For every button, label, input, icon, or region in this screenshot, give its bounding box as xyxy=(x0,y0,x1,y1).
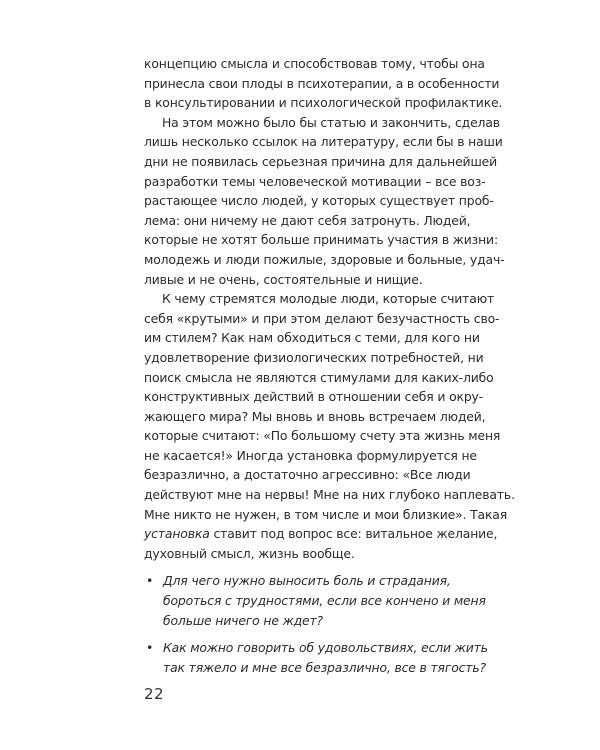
question-list xyxy=(144,571,489,677)
paragraph-motivation xyxy=(144,113,505,289)
list-item xyxy=(144,638,489,677)
text-line-mixed xyxy=(144,524,498,544)
text-line: К чему стремятся молодые люди, которые считают xyxy=(162,291,495,307)
list-item xyxy=(144,571,489,630)
text-line: ливые и не очень, состоятельные и нищие. xyxy=(144,271,423,287)
text-segment: ставит под вопрос все: витальное желание, xyxy=(209,526,498,542)
text-line: действуют мне на нервы! Мне на них глубоко наплевать. xyxy=(144,487,515,503)
text-line: дни не появилась серьезная причина для дальнейшей xyxy=(144,153,498,169)
text-line: Для чего нужно выносить боль и страдания, xyxy=(163,573,451,589)
text-line: себя «крутыми» и при этом делают безучастность сво- xyxy=(144,310,500,326)
text-line: бороться с трудностями, если все кончено и меня xyxy=(163,593,486,609)
text-line: им стилем? Как нам обходиться с теми, для кого ни xyxy=(144,330,480,346)
text-line: поиск смысла не являются стимулами для каких-либо xyxy=(144,369,494,385)
text-line: концепцию смысла и способствовав тому, чтобы она xyxy=(144,56,485,71)
text-line: лема: они ничему не дают себя затронуть. Людей, xyxy=(144,212,471,228)
text-line: не касается!» Иногда установка формулируется не xyxy=(144,447,477,463)
text-line: молодежь и люди пожилые, здоровые и больные, удач- xyxy=(144,251,505,267)
text-line: в консультировании и психологической профилактике. xyxy=(144,95,503,111)
paragraph-indifference xyxy=(144,289,515,563)
text-line: жающего мира? Мы вновь и вновь встречаем людей, xyxy=(144,408,486,424)
paragraph-continuation xyxy=(144,54,503,113)
text-line: растающее число людей, у которых существует проб- xyxy=(144,193,494,209)
text-line: Мне никто не нужен, в том числе и мои близкие». Такая xyxy=(144,506,508,522)
text-line: На этом можно было бы статью и закончить, сделав xyxy=(162,114,500,130)
bullet-marker: • xyxy=(146,573,154,589)
text-line: Как можно говорить об удовольствиях, если жить xyxy=(163,640,488,656)
text-line: лишь несколько ссылок на литературу, если бы в наши xyxy=(144,134,503,150)
text-line: разработки темы человеческой мотивации – все воз- xyxy=(144,173,486,189)
emphasized-word: установка xyxy=(144,526,210,542)
text-line: которые считают: «По большому счету эта жизнь меня xyxy=(144,428,501,444)
page-number: 22 xyxy=(144,685,165,703)
text-line: принесла свои плоды в психотерапии, а в особенности xyxy=(144,75,500,91)
text-line: духовный смысл, жизнь вообще. xyxy=(144,545,355,561)
text-line: конструктивных действий в отношении себя и окру- xyxy=(144,389,484,405)
text-line: удовлетворение физиологических потребностей, ни xyxy=(144,349,484,365)
text-line: больше ничего не ждет? xyxy=(163,612,323,628)
bullet-marker: • xyxy=(146,640,154,656)
text-line: безразлично, а достаточно агрессивно: «Все люди xyxy=(144,467,471,483)
text-column xyxy=(144,54,515,685)
text-line: так тяжело и мне все безразлично, все в тягость? xyxy=(163,659,486,675)
text-line: которые не хотят больше принимать участия в жизни: xyxy=(144,232,498,248)
